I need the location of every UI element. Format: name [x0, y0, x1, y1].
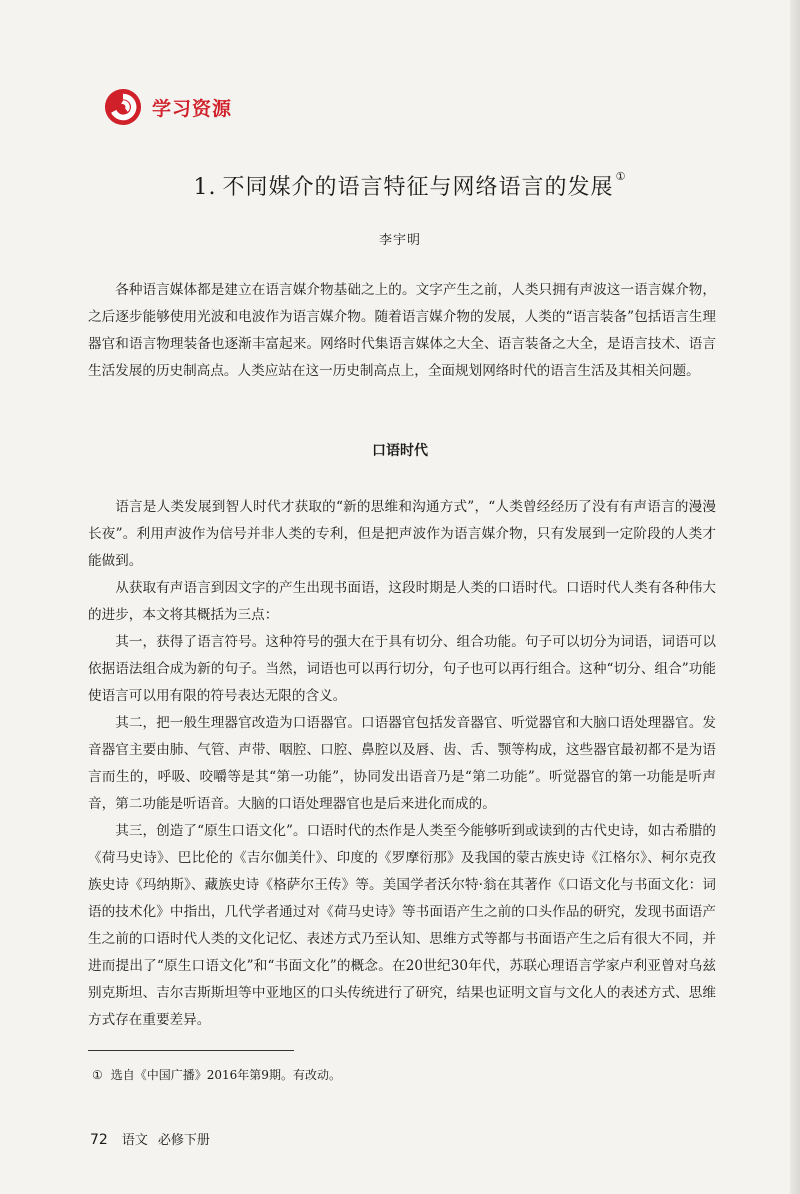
body-paragraph-5: 其三，创造了“原生口语文化”。口语时代的杰作是人类至今能够听到或读到的古代史诗，如古希腊的《荷马史诗》、巴比伦的《吉尔伽美什》、印度的《罗摩衍那》及我国的蒙古族史诗《江格尔》、柯尔克孜族史诗《玛纳斯》、藏族史诗《格萨尔王传》等。美国学者沃尔特·翁在其著作《口语文化与书面文化：词语的技术化》中指出，几代学者通过对《荷马史诗》等书面语产生之前的口头作品的研究，发现书面语产生之前的口语时代人类的文化记忆、表述方式乃至认知、思维方式等都与书面语产生之后有很大不同，并进而提出了“原生口语文化”和“书面文化”的概念。在20世纪30年代，苏联心理语言学家卢利亚曾对乌兹别克斯坦、吉尔吉斯斯坦等中亚地区的口头传统进行了研究，结果也证明文盲与文化人的表述方式、思维方式存在重要差异。 [88, 823, 716, 1028]
book-volume: 必修下册 [157, 1133, 210, 1148]
section-badge [104, 87, 232, 127]
page-footer [90, 1129, 210, 1148]
footnote-marker: ① [92, 1068, 103, 1082]
section-heading: 口语时代 [372, 443, 428, 459]
learning-resource-swirl-icon [104, 88, 142, 126]
title-footnote-marker: ① [615, 170, 627, 183]
body-paragraph-1: 语言是人类发展到智人时代才获取的“新的思维和沟通方式”，“人类曾经经历了没有有声语言的漫漫长夜”。利用声波作为信号并非人类的专利，但是把声波作为语言媒介物，只有发展到一定阶段的人类才能做到。 [88, 499, 716, 569]
author-name: 李宇明 [378, 233, 421, 248]
footnote-text: 选自《中国广播》2016年第9期。有改动。 [110, 1068, 341, 1082]
article-title-text: 不同媒介的语言特征与网络语言的发展 [222, 175, 614, 200]
page-edge-shadow [790, 0, 800, 1194]
body-paragraph-2: 从获取有声语言到因文字的产生出现书面语，这段时期是人类的口语时代。口语时代人类有各种伟大的进步，本文将其概括为三点： [88, 580, 716, 623]
intro-paragraph: 各种语言媒体都是建立在语言媒介物基础之上的。文字产生之前，人类只拥有声波这一语言媒介物，之后逐步能够使用光波和电波作为语言媒介物。随着语言媒介物的发展，人类的“语言装备”包括语言生理器官和语言物理装备也逐渐丰富起来。网络时代集语言媒体之大全、语言装备之大全，是语言技术、语言生活发展的历史制高点。人类应站在这一历史制高点上，全面规划网络时代的语言生活及其相关问题。 [88, 282, 716, 379]
article-number: 1. [193, 175, 217, 200]
article-title [140, 170, 680, 201]
footnote-divider [88, 1050, 294, 1051]
book-name: 语文 [121, 1133, 148, 1148]
body-paragraph-4: 其二，把一般生理器官改造为口语器官。口语器官包括发音器官、听觉器官和大脑口语处理器官。发音器官主要由肺、气管、声带、咽腔、口腔、鼻腔以及唇、齿、舌、颚等构成，这些器官最初都不是为语言而生的，呼吸、咬嚼等是其“第一功能”，协同发出语音乃是“第二功能”。听觉器官的第一功能是听声音，第二功能是听语音。大脑的口语处理器官也是后来进化而成的。 [88, 715, 716, 812]
section-label: 学习资源 [152, 97, 233, 120]
page-number: 72 [90, 1132, 108, 1148]
footnote [92, 1066, 341, 1083]
body-paragraph-3: 其一，获得了语言符号。这种符号的强大在于具有切分、组合功能。句子可以切分为词语，词语可以依据语法组合成为新的句子。当然，词语也可以再行切分，句子也可以再行组合。这种“切分、组合”功能使语言可以用有限的符号表达无限的含义。 [88, 634, 716, 704]
